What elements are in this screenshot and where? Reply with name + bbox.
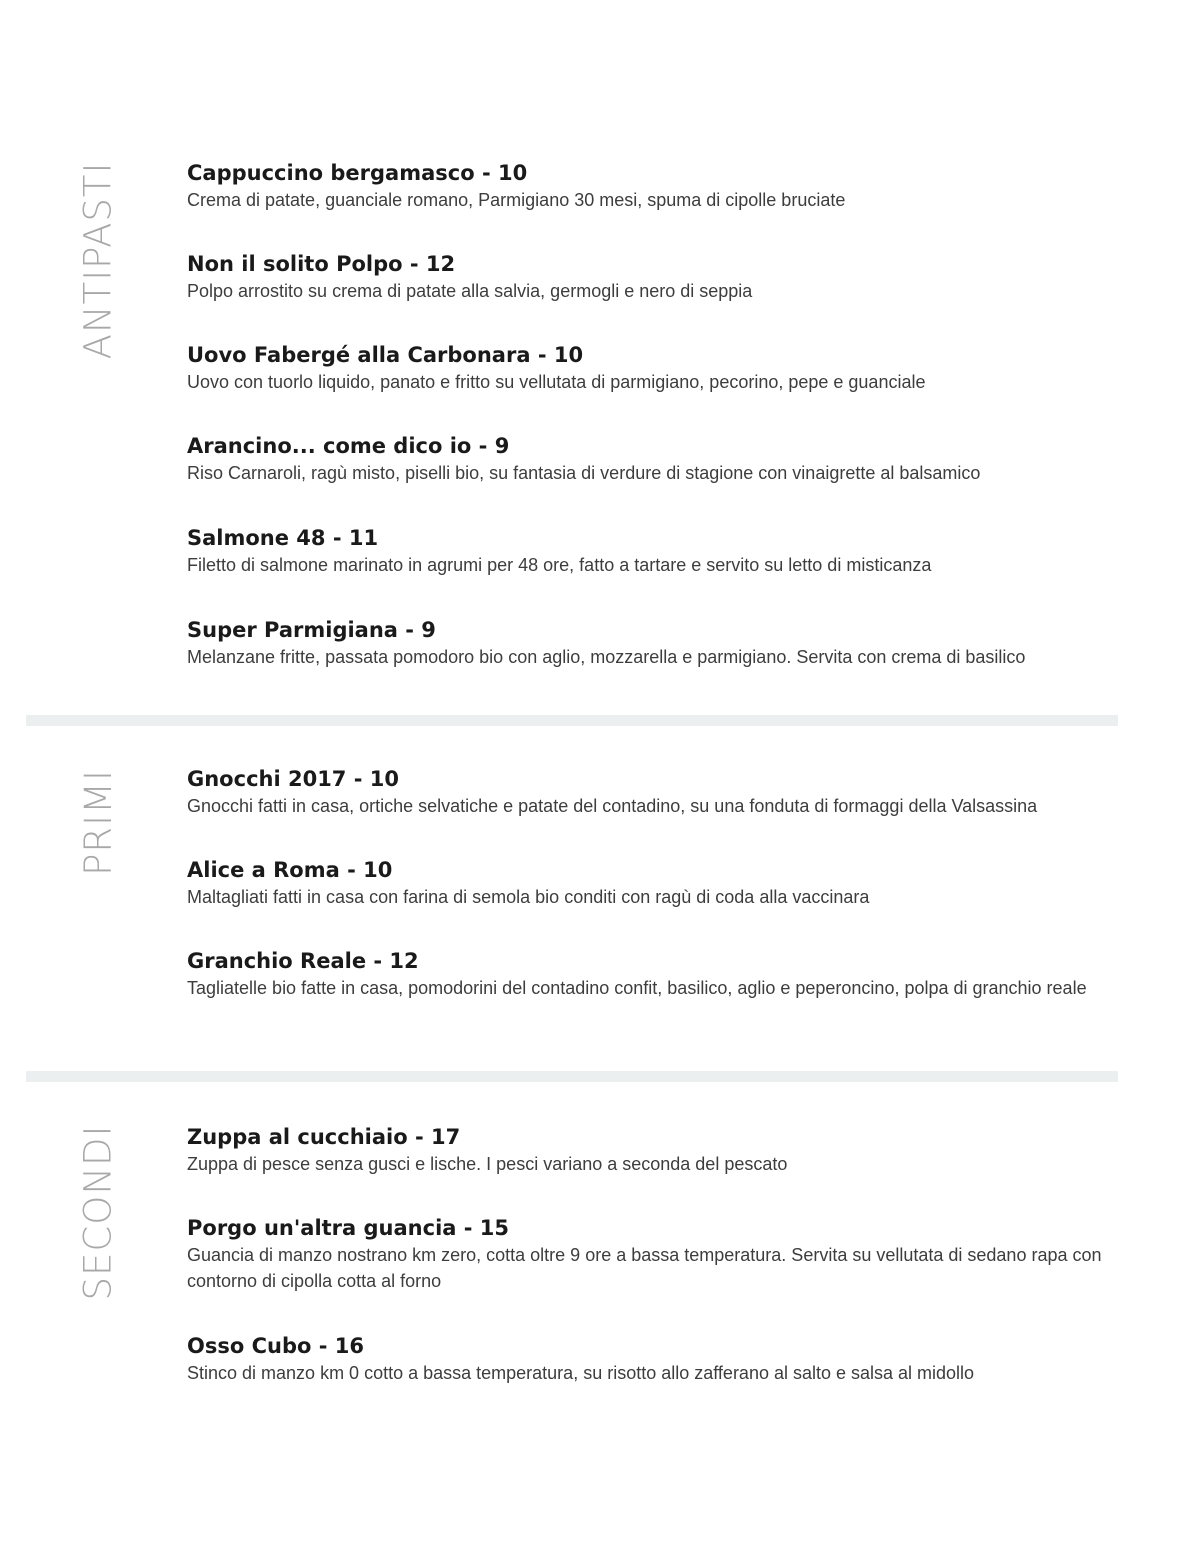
menu-item-description: Tagliatelle bio fatte in casa, pomodorini del contadino confit, basilico, aglio e peperoncino, polpa di granchio reale xyxy=(187,978,1087,998)
menu-item-name: Cappuccino bergamasco - 10 xyxy=(187,161,528,185)
menu-item-name: Osso Cubo - 16 xyxy=(187,1334,364,1358)
section-divider xyxy=(26,1071,1118,1082)
menu-item-name: Salmone 48 - 11 xyxy=(187,526,379,550)
menu-item-name: Porgo un'altra guancia - 15 xyxy=(187,1216,510,1240)
menu-item xyxy=(187,1214,1117,1294)
menu-item-description: Stinco di manzo km 0 cotto a bassa temperatura, su risotto allo zafferano al salto e salsa al midollo xyxy=(187,1363,975,1383)
section-title: ANTIPASTI xyxy=(76,161,120,359)
menu-item xyxy=(187,616,1127,670)
menu-item-description: Maltagliati fatti in casa con farina di semola bio conditi con ragù di coda alla vaccinara xyxy=(187,887,870,907)
menu-item-name: Uovo Fabergé alla Carbonara - 10 xyxy=(187,343,584,367)
menu-item-name: Zuppa al cucchiaio - 17 xyxy=(187,1125,461,1149)
menu-item xyxy=(187,250,1127,304)
section-divider xyxy=(26,715,1118,726)
menu-item-name: Arancino... come dico io - 9 xyxy=(187,434,510,458)
menu-item-name: Alice a Roma - 10 xyxy=(187,858,393,882)
section-title: SECONDI xyxy=(76,1124,120,1301)
menu-item-description: Guancia di manzo nostrano km zero, cotta oltre 9 ore a bassa temperatura. Servita su vellutata di sedano rapa con contorno di cipolla cotta al forno xyxy=(187,1245,1102,1291)
menu-item-name: Super Parmigiana - 9 xyxy=(187,618,436,642)
menu-item-name: Non il solito Polpo - 12 xyxy=(187,252,456,276)
menu-item-description: Melanzane fritte, passata pomodoro bio con aglio, mozzarella e parmigiano. Servita con crema di basilico xyxy=(187,647,1026,667)
menu-item xyxy=(187,341,1127,395)
menu-item-description: Riso Carnaroli, ragù misto, piselli bio, su fantasia di verdure di stagione con vinaigrette al balsamico xyxy=(187,463,981,483)
section-label-antipasti xyxy=(78,140,118,380)
menu-item xyxy=(187,159,1127,213)
menu-item-description: Zuppa di pesce senza gusci e lische. I pesci variano a seconda del pescato xyxy=(187,1154,788,1174)
section-label-secondi xyxy=(78,1120,118,1305)
section-title: PRIMI xyxy=(76,768,120,876)
menu-item xyxy=(187,1123,1127,1177)
menu-item-description: Crema di patate, guanciale romano, Parmigiano 30 mesi, spuma di cipolle bruciate xyxy=(187,190,846,210)
menu-item xyxy=(187,947,1087,1001)
menu-item-description: Gnocchi fatti in casa, ortiche selvatiche e patate del contadino, su una fonduta di formaggi della Valsassina xyxy=(187,796,1038,816)
menu-item xyxy=(187,1332,1127,1386)
menu-item xyxy=(187,432,1127,486)
menu-item-description: Polpo arrostito su crema di patate alla salvia, germogli e nero di seppia xyxy=(187,281,753,301)
menu-item-name: Granchio Reale - 12 xyxy=(187,949,419,973)
menu-item-description: Uovo con tuorlo liquido, panato e fritto su vellutata di parmigiano, pecorino, pepe e guanciale xyxy=(187,372,926,392)
menu-item-name: Gnocchi 2017 - 10 xyxy=(187,767,399,791)
menu-item-description: Filetto di salmone marinato in agrumi per 48 ore, fatto a tartare e servito su letto di misticanza xyxy=(187,555,932,575)
menu-item xyxy=(187,856,1127,910)
menu-item xyxy=(187,524,1127,578)
section-label-primi xyxy=(78,762,118,882)
menu-item xyxy=(187,765,1127,819)
